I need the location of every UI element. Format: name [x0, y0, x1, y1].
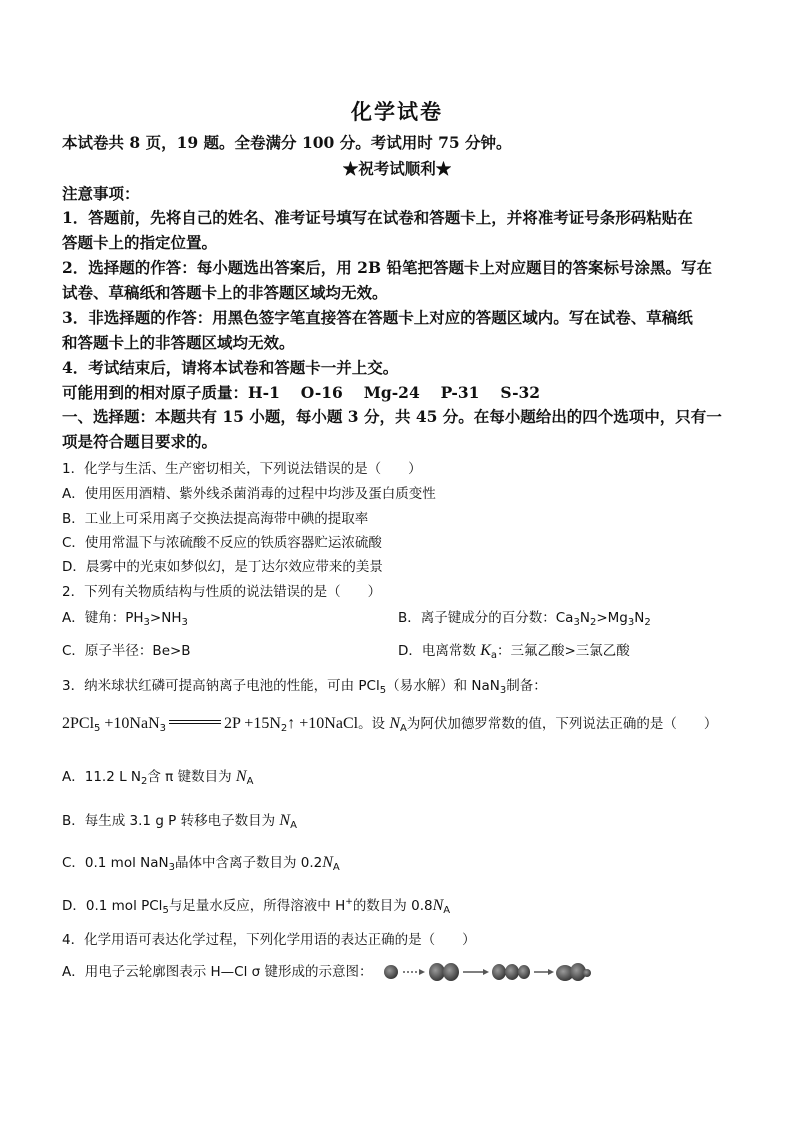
q2-option-d: [398, 639, 734, 661]
q3-option-b: [62, 809, 734, 831]
q2-stem: 2．下列有关物质结构与性质的说法错误的是（ ）: [62, 584, 382, 600]
eq-tail: 为阿伏加德罗常数的值，下列说法正确的是（ ）: [406, 716, 718, 732]
sigma-bond-orbital: [556, 963, 591, 981]
notes-heading: 注意事项：: [62, 184, 140, 203]
eq-left: 2PCl: [62, 715, 95, 732]
cl-p-orbital: [429, 963, 459, 981]
q3-stem-c: 制备：: [506, 678, 547, 694]
q2-b-sub3: 3: [627, 617, 635, 628]
q3-option-a: [62, 765, 734, 787]
q3-c-na-sub: A: [332, 862, 340, 873]
sigma-bond-orbital-diagram: [381, 961, 593, 983]
q3-d-rest: 与足量水反应，所得溶液中 H: [168, 898, 346, 914]
q3-a-rest: 含 π 键数目为: [147, 769, 236, 785]
atomic-masses: 可能用到的相对原子质量：H-1 O-16 Mg-24 P-31 S-32: [62, 383, 541, 402]
q3-a-sub: 2: [141, 776, 148, 787]
note-2: 2．选择题的作答：每小题选出答案后，用 2B 铅笔把答题卡上对应题目的答案标号涂黑。写在: [62, 258, 712, 277]
q3-equation-line: [62, 712, 734, 734]
q3-d-end: 的数目为 0.8: [352, 898, 433, 914]
eq-sub2: 2: [280, 723, 288, 734]
q3-d-na-sub: A: [443, 905, 451, 916]
na-sub: A: [400, 723, 407, 734]
q2-a-sub: 3: [143, 617, 150, 628]
h-s-orbital: [384, 965, 398, 979]
q2-option-c: C．原子半径：Be>B: [62, 643, 191, 659]
q2-a-prefix: A．键角：PH: [62, 610, 144, 626]
q2-b-prefix: B．离子键成分的百分数：Ca: [398, 610, 574, 626]
arrow-3: [534, 969, 554, 975]
q3-c-na: N: [322, 854, 333, 871]
q3-c-sub: 3: [168, 862, 175, 873]
q4-stem: 4．化学用语可表达化学过程，下列化学用语的表达正确的是（ ）: [62, 932, 476, 948]
q3-c-rest: 晶体中含离子数目为 0.2: [174, 855, 323, 871]
eq-sub3: 3: [159, 723, 166, 734]
q2-d-rest: ：三氟乙酸>三氯乙酸: [497, 643, 630, 659]
approach-orbitals: [492, 964, 530, 980]
q2-b-sub2: 2: [589, 617, 597, 628]
q1-option-c: C．使用常温下与浓硫酸不反应的铁质容器贮运浓硫酸: [62, 535, 382, 551]
note-1-cont: 答题卡上的指定位置。: [62, 233, 218, 252]
q3-a-na-sub: A: [246, 776, 254, 787]
q1-option-d: D．晨雾中的光束如梦似幻，是丁达尔效应带来的美景: [62, 559, 383, 575]
note-3-cont: 和答题卡上的非答题区域均无效。: [62, 333, 295, 352]
q3-d-plus: +: [345, 897, 353, 907]
exam-intro: 本试卷共 8 页，19 题。全卷满分 100 分。考试用时 75 分钟。: [62, 133, 512, 152]
q4-option-a: [62, 960, 734, 983]
note-2-cont: 试卷、草稿纸和答题卡上的非答题区域均无效。: [62, 283, 388, 302]
q1-stem: 1．化学与生活、生产密切相关，下列说法错误的是（ ）: [62, 461, 422, 477]
q2-option-b: [398, 606, 734, 628]
q3-a-na: N: [235, 768, 247, 785]
na-symbol: N: [389, 715, 401, 732]
q2-b-mid2: >Mg: [596, 610, 628, 626]
section-1-heading: 一、选择题：本题共有 15 小题，每小题 3 分，共 45 分。在每小题给出的四个选项中，只有一: [62, 407, 722, 426]
q2-b-mid1: N: [579, 610, 590, 626]
q3-b-text: B．每生成 3.1 g P 转移电子数目为: [62, 813, 280, 829]
page-title: 化学试卷: [351, 99, 443, 124]
note-4: 4．考试结束后，请将本试卷和答题卡一并上交。: [62, 358, 399, 377]
q3-a-text: A．11.2 L N: [62, 769, 141, 785]
eq-left2: +10NaN: [100, 715, 160, 732]
q3-option-c: [62, 851, 734, 873]
q2-a-mid: >NH: [149, 610, 182, 626]
q3-d-sub: 5: [162, 905, 169, 916]
note-3: 3．非选择题的作答：用黑色签字笔直接答在答题卡上对应的答题区域内。写在试卷、草稿纸: [62, 308, 693, 327]
q2-d-prefix: D．电离常数: [398, 643, 481, 659]
note-1: 1．答题前，先将自己的姓名、准考证号填写在试卷和答题卡上，并将准考证号条形码粘贴在: [62, 208, 693, 227]
q2-b-mid3: N: [634, 610, 645, 626]
eq-sub5: 5: [94, 723, 101, 734]
equals-sign: [169, 720, 221, 724]
eq-after: 。设: [358, 716, 390, 732]
eq-right2: ↑ +10NaCl: [287, 715, 359, 732]
q3-b-na-sub: A: [290, 820, 297, 831]
eq-right1: 2P +15N: [224, 715, 281, 732]
q2-b-sub4: 2: [644, 617, 651, 628]
q4-a-text: A．用电子云轮廓图表示 H—Cl σ 键形成的示意图：: [62, 964, 373, 980]
q3-stem-sub5: 5: [379, 685, 387, 696]
q1-option-a: A．使用医用酒精、紫外线杀菌消毒的过程中均涉及蛋白质变性: [62, 486, 436, 502]
q2-d-k: K: [480, 642, 491, 659]
q3-stem-a: 3．纳米球状红磷可提高钠离子电池的性能，可由 PCl: [62, 678, 380, 694]
dotted-arrow-1: [403, 969, 425, 975]
q3-d-na: N: [432, 897, 444, 914]
q3-d-text: D．0.1 mol PCl: [62, 898, 163, 914]
q3-b-na: N: [279, 812, 291, 829]
arrow-2: [463, 969, 489, 975]
q3-stem-b: （易水解）和 NaN: [386, 678, 500, 694]
q3-c-text: C．0.1 mol NaN: [62, 855, 169, 871]
q2-d-ka: a: [490, 650, 497, 661]
section-1-heading-cont: 项是符合题目要求的。: [62, 432, 218, 451]
q1-option-b: B．工业上可采用离子交换法提高海带中碘的提取率: [62, 511, 369, 527]
blessing-line: ★祝考试顺利★: [342, 159, 452, 178]
q2-b-sub: 3: [573, 617, 580, 628]
q2-a-sub2: 3: [181, 617, 188, 628]
q3-option-d: [62, 894, 734, 916]
q3-stem-sub3: 3: [499, 685, 507, 696]
q3-stem: [62, 674, 734, 696]
